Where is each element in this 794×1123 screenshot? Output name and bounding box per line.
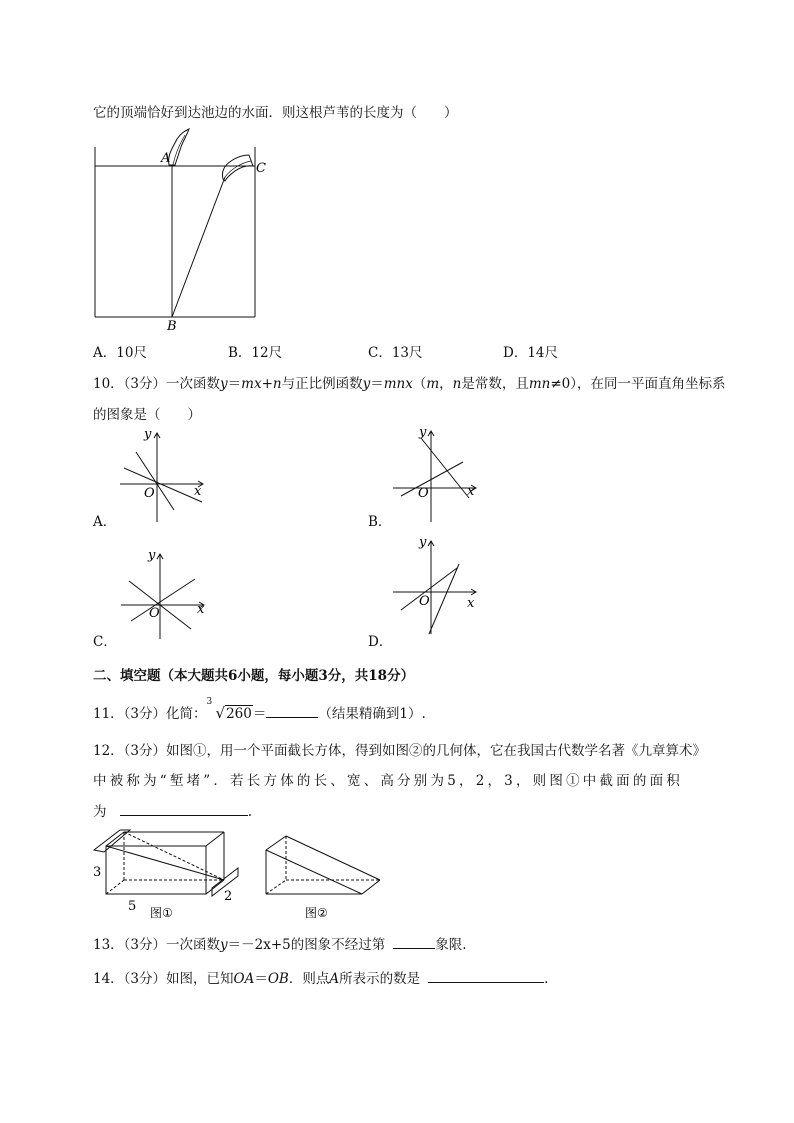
height-label: 3 bbox=[93, 865, 102, 880]
axis-y-label: y bbox=[144, 427, 152, 442]
q11-prefix: 11．（3分）化简： bbox=[93, 706, 207, 722]
point-b-label: B bbox=[167, 319, 177, 334]
q11-line bbox=[93, 697, 426, 722]
q10-graph-d[interactable] bbox=[385, 535, 485, 638]
q12-line3-suffix: . bbox=[247, 804, 252, 820]
q10-paren: （ bbox=[412, 376, 427, 392]
cube-root bbox=[206, 697, 253, 722]
q10-prefix: 10．（3分）一次函数 bbox=[93, 376, 221, 392]
q9-option-a[interactable]: A．10尺 bbox=[93, 345, 147, 361]
q10-expr1: mx+n bbox=[241, 376, 282, 392]
q10-n: n bbox=[452, 376, 462, 392]
width-label: 2 bbox=[224, 889, 233, 904]
q10-graph-a[interactable] bbox=[112, 428, 212, 524]
length-label: 5 bbox=[128, 899, 137, 914]
q9-text: 它的顶端恰好到达池边的水面．则这根芦苇的长度为（ ） bbox=[93, 105, 458, 121]
radicand: 260 bbox=[226, 706, 252, 722]
q10-mn: mn bbox=[528, 376, 551, 392]
q10-option-a[interactable]: A． bbox=[93, 514, 117, 530]
q10-cond: 是常数，且 bbox=[461, 376, 529, 392]
q14-point-a: A bbox=[329, 971, 340, 987]
fig1-caption: 图① bbox=[150, 906, 173, 920]
q13-suffix: 象限. bbox=[435, 937, 467, 953]
q14-eq: ＝ bbox=[254, 971, 268, 987]
q14-suffix: 所表示的数是 bbox=[339, 971, 421, 987]
q12-line1: 12．（3分）如图①，用一个平面截长方体，得到如图②的几何体，它在我国古代数学名著《九章算术》 bbox=[93, 743, 707, 759]
axis-x-label: x bbox=[467, 596, 475, 611]
q13-line bbox=[93, 933, 467, 953]
q10-mid: 与正比例函数 bbox=[281, 376, 363, 392]
origin-label: O bbox=[418, 486, 429, 501]
q10-graph-b[interactable] bbox=[385, 425, 485, 524]
q11-eq: ＝ bbox=[252, 706, 267, 722]
q12-line2: 中被称为“堑堵”．若长方体的长、宽、高分别为5，2，3，则图①中截面的面积 bbox=[93, 773, 683, 789]
origin-label: O bbox=[144, 486, 155, 501]
q10-graph-c[interactable] bbox=[115, 545, 215, 641]
q13-prefix: 13．（3分）一次函数 bbox=[93, 937, 221, 953]
q14-ob: OB bbox=[267, 971, 289, 987]
q12-answer-blank[interactable] bbox=[120, 802, 248, 816]
q10-eq1: ＝ bbox=[227, 376, 242, 392]
fig2-caption: 图② bbox=[305, 906, 328, 920]
section-title: 二、填空题（本大题共6小题，每小题3分，共18分） bbox=[93, 668, 415, 684]
axis-x-label: x bbox=[197, 602, 205, 617]
root-index: 3 bbox=[206, 697, 213, 707]
q14-mid: ．则点 bbox=[288, 971, 330, 987]
q12-line3 bbox=[93, 800, 252, 820]
q12-line3-prefix: 为 bbox=[93, 804, 110, 820]
q10-var-y1: y bbox=[220, 376, 228, 392]
q14-line bbox=[93, 967, 548, 987]
q10-line1 bbox=[93, 372, 726, 392]
axis-y-label: y bbox=[419, 425, 427, 440]
q10-line2: 的图象是（ ） bbox=[93, 407, 201, 423]
axis-x-label: x bbox=[194, 484, 202, 499]
axis-x-label: x bbox=[467, 484, 475, 499]
q10-var-y2: y bbox=[362, 376, 371, 392]
q10-m: m bbox=[426, 376, 440, 392]
q9-option-b[interactable]: B．12尺 bbox=[228, 345, 283, 361]
q10-expr2: mnx bbox=[383, 376, 413, 392]
q10-option-d[interactable]: D． bbox=[368, 634, 393, 650]
q14-answer-blank[interactable] bbox=[428, 969, 544, 983]
q11-answer-blank[interactable] bbox=[266, 704, 318, 718]
axis-y-label: y bbox=[148, 548, 156, 563]
q9-option-d[interactable]: D．14尺 bbox=[503, 345, 559, 361]
q10-option-b[interactable]: B． bbox=[368, 514, 392, 530]
q14-oa: OA bbox=[233, 971, 255, 987]
origin-label: O bbox=[419, 594, 430, 609]
q12-figure-1 bbox=[90, 828, 250, 920]
q10-eq2: ＝ bbox=[370, 376, 384, 392]
q9-pond-figure bbox=[85, 125, 285, 340]
q14-end: . bbox=[544, 971, 549, 987]
q13-answer-blank[interactable] bbox=[393, 935, 435, 949]
q13-var: y bbox=[220, 937, 228, 953]
axis-y-label: y bbox=[419, 535, 427, 550]
radical-icon: √ bbox=[215, 704, 226, 722]
point-a-label: A bbox=[161, 151, 171, 166]
q9-option-c[interactable]: C．13尺 bbox=[368, 345, 423, 361]
origin-label: O bbox=[149, 606, 160, 621]
q13-expr: ＝－2x+5的图象不经过第 bbox=[227, 937, 386, 953]
q12-figure-2 bbox=[260, 828, 390, 920]
q10-comma: ， bbox=[439, 376, 453, 392]
q10-neq: ≠0），在同一平面直角坐标系 bbox=[550, 376, 726, 392]
q14-prefix: 14．（3分）如图，已知 bbox=[93, 971, 234, 987]
reed-leaf-bent-icon bbox=[222, 155, 253, 181]
q11-suffix: （结果精确到1）. bbox=[318, 706, 426, 722]
q10-option-c[interactable]: C． bbox=[93, 634, 117, 650]
point-c-label: C bbox=[256, 161, 266, 176]
